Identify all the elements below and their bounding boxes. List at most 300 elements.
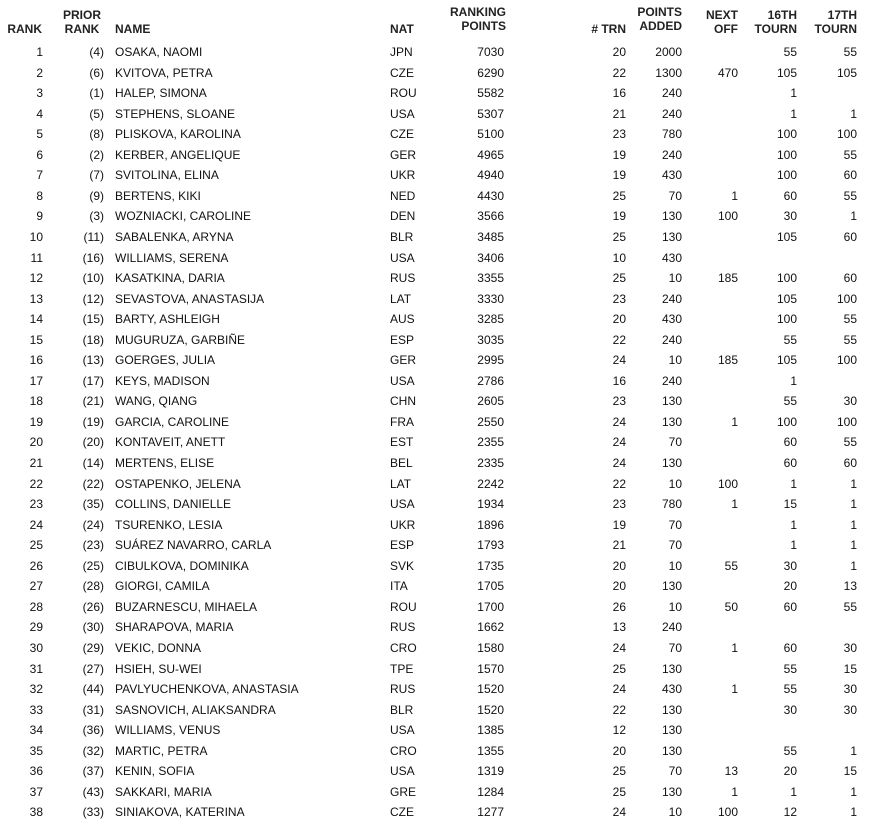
tourn17-cell: 55 — [843, 45, 857, 59]
tourn17-cell: 30 — [843, 394, 857, 409]
prior-rank-cell: (4) — [89, 45, 104, 59]
nationality-cell: GER — [390, 353, 417, 368]
rank-cell: 15 — [29, 332, 43, 347]
points-added-cell: 10 — [668, 558, 682, 573]
table-row — [0, 720, 880, 741]
tournaments-cell: 23 — [612, 497, 626, 512]
ranking-points-cell: 5100 — [477, 127, 504, 142]
nationality-cell: DEN — [390, 209, 416, 224]
tournaments-cell: 22 — [612, 65, 626, 80]
ranking-points-cell: 3566 — [477, 209, 504, 224]
nationality-cell: USA — [390, 250, 415, 265]
tourn16-cell: 105 — [776, 229, 797, 244]
nationality-cell: CZE — [390, 127, 414, 142]
table-row — [0, 104, 880, 125]
table-row — [0, 83, 880, 104]
table-row — [0, 63, 880, 84]
nationality-cell: FRA — [390, 414, 414, 429]
table-row — [0, 494, 880, 515]
tourn16-cell: 1 — [790, 106, 797, 121]
prior-rank-cell: (1) — [89, 86, 104, 101]
ranking-points-cell: 1700 — [477, 599, 504, 614]
player-name-cell: COLLINS, DANIELLE — [115, 497, 232, 512]
nationality-cell: USA — [390, 497, 415, 512]
points-added-cell: 130 — [661, 456, 682, 470]
points-added-cell: 10 — [668, 476, 682, 491]
tourn16-cell: 30 — [783, 702, 797, 717]
player-name-cell: SUÁREZ NAVARRO, CARLA — [115, 538, 272, 553]
points-added-cell: 10 — [668, 271, 682, 286]
tourn16-cell: 100 — [776, 312, 797, 327]
prior-rank-cell: (12) — [82, 291, 104, 306]
player-name-cell: VEKIC, DONNA — [115, 640, 202, 655]
table-row — [0, 309, 880, 330]
table-row — [0, 679, 880, 700]
table-row — [0, 556, 880, 577]
ranking-points-cell: 1385 — [477, 723, 504, 738]
player-name-cell: SABALENKA, ARYNA — [115, 229, 234, 244]
tourn17-cell: 1 — [850, 538, 857, 553]
player-name-cell: OSAKA, NAOMI — [115, 45, 203, 59]
nationality-cell: RUS — [390, 271, 416, 286]
prior-rank-cell: (26) — [82, 599, 104, 614]
tourn17-cell: 30 — [843, 702, 857, 717]
header-16th-tourn-line2: TOURN — [754, 22, 797, 36]
table-row — [0, 186, 880, 207]
ranking-points-cell: 1570 — [477, 661, 504, 676]
tournaments-cell: 23 — [612, 394, 626, 409]
table-row — [0, 124, 880, 145]
nationality-cell: AUS — [390, 312, 415, 327]
prior-rank-cell: (25) — [82, 558, 104, 573]
prior-rank-cell: (29) — [82, 640, 104, 655]
ranking-points-cell: 2786 — [477, 373, 504, 388]
player-name-cell: MERTENS, ELISE — [115, 456, 215, 470]
table-row — [0, 391, 880, 412]
prior-rank-cell: (6) — [89, 65, 104, 80]
ranking-points-cell: 2605 — [477, 394, 504, 409]
player-name-cell: GIORGI, CAMILA — [115, 579, 210, 594]
table-row — [0, 782, 880, 803]
tournaments-cell: 24 — [612, 353, 626, 368]
header-ranking-points-line2: POINTS — [461, 19, 506, 33]
table-row — [0, 638, 880, 659]
tournaments-cell: 24 — [612, 682, 626, 697]
header-17th-tourn-line1: 17TH — [827, 8, 857, 22]
ranking-points-cell: 4940 — [477, 168, 504, 183]
ranking-points-cell: 2355 — [477, 435, 504, 450]
tourn16-cell: 55 — [783, 661, 797, 676]
tourn17-cell: 60 — [843, 229, 857, 244]
tourn16-cell: 55 — [783, 332, 797, 347]
rank-cell: 10 — [29, 229, 43, 244]
tournaments-cell: 22 — [612, 476, 626, 491]
player-name-cell: SHARAPOVA, MARIA — [115, 620, 234, 635]
header-name — [115, 22, 150, 36]
next-off-cell: 50 — [724, 599, 738, 614]
table-row — [0, 432, 880, 453]
tournaments-cell: 19 — [612, 517, 626, 532]
header-trn — [580, 22, 626, 36]
rank-cell: 29 — [29, 620, 43, 635]
rank-cell: 23 — [29, 497, 43, 512]
prior-rank-cell: (17) — [82, 373, 104, 388]
tourn17-cell: 60 — [843, 456, 857, 470]
header-rank — [4, 22, 42, 36]
rank-cell: 31 — [29, 661, 43, 676]
tourn17-cell: 100 — [836, 127, 857, 142]
tourn17-cell: 1 — [850, 558, 857, 573]
rank-cell: 1 — [36, 45, 43, 59]
table-row — [0, 330, 880, 351]
header-next-off-line2: OFF — [714, 22, 738, 36]
tournaments-cell: 12 — [612, 723, 626, 738]
prior-rank-cell: (44) — [82, 682, 104, 697]
nationality-cell: TPE — [390, 661, 414, 676]
table-row — [0, 371, 880, 392]
tournaments-cell: 16 — [612, 86, 626, 101]
tourn17-cell: 55 — [843, 435, 857, 450]
table-row — [0, 761, 880, 782]
table-row — [0, 802, 880, 823]
tourn17-cell: 30 — [843, 640, 857, 655]
table-row — [0, 227, 880, 248]
prior-rank-cell: (5) — [89, 106, 104, 121]
table-row — [0, 42, 880, 63]
tourn16-cell: 60 — [783, 640, 797, 655]
next-off-cell: 1 — [731, 414, 738, 429]
tournaments-cell: 25 — [612, 229, 626, 244]
prior-rank-cell: (24) — [82, 517, 104, 532]
tourn17-cell: 1 — [850, 209, 857, 224]
player-name-cell: SAKKARI, MARIA — [115, 784, 212, 799]
ranking-points-cell: 3285 — [477, 312, 504, 327]
rank-cell: 11 — [30, 250, 43, 265]
tournaments-cell: 20 — [612, 558, 626, 573]
header-ranking-points — [440, 5, 506, 33]
tournaments-cell: 19 — [612, 168, 626, 183]
player-name-cell: BUZARNESCU, MIHAELA — [115, 599, 258, 614]
player-name-cell: TSURENKO, LESIA — [115, 517, 223, 532]
rank-cell: 9 — [36, 209, 43, 224]
tournaments-cell: 24 — [612, 805, 626, 820]
rank-cell: 2 — [36, 65, 43, 80]
player-name-cell: HSIEH, SU-WEI — [115, 661, 202, 676]
table-row — [0, 576, 880, 597]
player-name-cell: WILLIAMS, VENUS — [115, 723, 221, 738]
tournaments-cell: 20 — [612, 579, 626, 594]
header-points-added — [628, 5, 682, 33]
table-row — [0, 289, 880, 310]
next-off-cell: 100 — [717, 805, 738, 820]
player-name-cell: GOERGES, JULIA — [115, 353, 216, 368]
rank-cell: 16 — [29, 353, 43, 368]
tourn16-cell: 30 — [783, 209, 797, 224]
points-added-cell: 240 — [661, 291, 682, 306]
header-trn-label: # TRN — [591, 22, 626, 36]
tourn17-cell: 55 — [843, 599, 857, 614]
points-added-cell: 240 — [661, 147, 682, 162]
tourn17-cell: 60 — [843, 168, 857, 183]
prior-rank-cell: (37) — [82, 764, 104, 779]
player-name-cell: KONTAVEIT, ANETT — [115, 435, 226, 450]
player-name-cell: CIBULKOVA, DOMINIKA — [115, 558, 249, 573]
tourn16-cell: 1 — [790, 373, 797, 388]
tourn16-cell: 100 — [776, 127, 797, 142]
rank-cell: 21 — [29, 456, 43, 470]
table-row — [0, 268, 880, 289]
next-off-cell: 55 — [724, 558, 738, 573]
points-added-cell: 430 — [661, 312, 682, 327]
rank-cell: 30 — [29, 640, 43, 655]
prior-rank-cell: (31) — [82, 702, 104, 717]
points-added-cell: 430 — [661, 682, 682, 697]
ranking-points-cell: 3355 — [477, 271, 504, 286]
ranking-points-cell: 2550 — [477, 414, 504, 429]
table-row — [0, 206, 880, 227]
table-row — [0, 248, 880, 269]
tournaments-cell: 13 — [612, 620, 626, 635]
table-row — [0, 535, 880, 556]
nationality-cell: RUS — [390, 682, 416, 697]
tourn16-cell: 105 — [776, 291, 797, 306]
tourn16-cell: 100 — [776, 414, 797, 429]
rank-cell: 19 — [29, 414, 43, 429]
rank-cell: 7 — [36, 168, 43, 183]
prior-rank-cell: (22) — [82, 476, 104, 491]
tourn17-cell: 100 — [836, 353, 857, 368]
prior-rank-cell: (32) — [82, 743, 104, 758]
rank-cell: 3 — [36, 86, 43, 101]
rank-cell: 32 — [29, 682, 43, 697]
next-off-cell: 100 — [717, 476, 738, 491]
tourn16-cell: 60 — [783, 456, 797, 470]
table-row — [0, 741, 880, 762]
points-added-cell: 10 — [668, 353, 682, 368]
rank-cell: 18 — [29, 394, 43, 409]
rank-cell: 27 — [29, 579, 43, 594]
tourn16-cell: 60 — [783, 188, 797, 203]
table-row — [0, 515, 880, 536]
tourn16-cell: 55 — [783, 45, 797, 59]
tourn17-cell: 1 — [850, 784, 857, 799]
ranking-points-cell: 1277 — [477, 805, 504, 820]
tourn16-cell: 100 — [776, 147, 797, 162]
nationality-cell: EST — [390, 435, 414, 450]
ranking-points-cell: 7030 — [477, 45, 504, 59]
points-added-cell: 70 — [668, 640, 682, 655]
tourn17-cell: 1 — [850, 106, 857, 121]
tournaments-cell: 22 — [612, 332, 626, 347]
nationality-cell: LAT — [390, 476, 412, 491]
tourn16-cell: 12 — [783, 805, 797, 820]
tourn16-cell: 55 — [783, 743, 797, 758]
table-row — [0, 659, 880, 680]
rank-cell: 34 — [29, 723, 43, 738]
prior-rank-cell: (7) — [89, 168, 104, 183]
ranking-points-cell: 1284 — [477, 784, 504, 799]
player-name-cell: SINIAKOVA, KATERINA — [115, 805, 245, 820]
player-name-cell: WANG, QIANG — [115, 394, 198, 409]
header-17th-tourn-line2: TOURN — [814, 22, 857, 36]
prior-rank-cell: (3) — [89, 209, 104, 224]
points-added-cell: 70 — [668, 538, 682, 553]
table-row — [0, 453, 880, 474]
tourn17-cell: 1 — [850, 743, 857, 758]
nationality-cell: CZE — [390, 65, 414, 80]
nationality-cell: GRE — [390, 784, 417, 799]
next-off-cell: 13 — [724, 764, 738, 779]
tournaments-cell: 22 — [612, 702, 626, 717]
header-nat-label: NAT — [390, 22, 414, 36]
header-next-off-line1: NEXT — [705, 8, 738, 22]
tournaments-cell: 25 — [612, 661, 626, 676]
ranking-points-cell: 1662 — [477, 620, 504, 635]
rank-cell: 22 — [29, 476, 43, 491]
rank-cell: 33 — [29, 702, 43, 717]
rank-cell: 6 — [36, 147, 43, 162]
tournaments-cell: 20 — [612, 45, 626, 59]
player-name-cell: KVITOVA, PETRA — [115, 65, 213, 80]
player-name-cell: KENIN, SOFIA — [115, 764, 195, 779]
ranking-points-cell: 1705 — [477, 579, 504, 594]
table-row — [0, 474, 880, 495]
ranking-points-cell: 1896 — [477, 517, 504, 532]
tourn17-cell: 105 — [836, 65, 857, 80]
points-added-cell: 240 — [661, 86, 682, 101]
next-off-cell: 100 — [717, 209, 738, 224]
tourn16-cell: 105 — [776, 353, 797, 368]
rank-cell: 38 — [29, 805, 43, 820]
player-name-cell: KEYS, MADISON — [115, 373, 210, 388]
tourn17-cell: 30 — [843, 682, 857, 697]
prior-rank-cell: (28) — [82, 579, 104, 594]
player-name-cell: KASATKINA, DARIA — [115, 271, 225, 286]
tourn17-cell: 1 — [850, 805, 857, 820]
points-added-cell: 70 — [668, 435, 682, 450]
rank-cell: 25 — [29, 538, 43, 553]
ranking-points-cell: 1735 — [477, 558, 504, 573]
next-off-cell: 1 — [731, 188, 738, 203]
tourn16-cell: 60 — [783, 435, 797, 450]
ranking-points-cell: 1580 — [477, 640, 504, 655]
tournaments-cell: 20 — [612, 743, 626, 758]
tournaments-cell: 19 — [612, 209, 626, 224]
prior-rank-cell: (10) — [82, 271, 104, 286]
player-name-cell: MARTIC, PETRA — [115, 743, 208, 758]
tournaments-cell: 21 — [612, 538, 626, 553]
nationality-cell: CRO — [390, 640, 417, 655]
nationality-cell: BLR — [390, 229, 414, 244]
points-added-cell: 780 — [661, 127, 682, 142]
nationality-cell: GER — [390, 147, 417, 162]
header-ranking-points-line1: RANKING — [450, 5, 506, 19]
prior-rank-cell: (27) — [82, 661, 104, 676]
prior-rank-cell: (18) — [82, 332, 104, 347]
points-added-cell: 130 — [661, 784, 682, 799]
tourn17-cell: 55 — [843, 332, 857, 347]
prior-rank-cell: (9) — [89, 188, 104, 203]
rank-cell: 24 — [29, 517, 43, 532]
player-name-cell: MUGURUZA, GARBIÑE — [115, 332, 246, 347]
prior-rank-cell: (15) — [82, 312, 104, 327]
points-added-cell: 240 — [661, 106, 682, 121]
nationality-cell: RUS — [390, 620, 416, 635]
points-added-cell: 240 — [661, 332, 682, 347]
player-name-cell: OSTAPENKO, JELENA — [115, 476, 241, 491]
tourn16-cell: 30 — [783, 558, 797, 573]
points-added-cell: 240 — [661, 373, 682, 388]
points-added-cell: 130 — [661, 414, 682, 429]
prior-rank-cell: (13) — [82, 353, 104, 368]
nationality-cell: CRO — [390, 743, 417, 758]
points-added-cell: 70 — [668, 188, 682, 203]
points-added-cell: 70 — [668, 764, 682, 779]
prior-rank-cell: (8) — [89, 127, 104, 142]
prior-rank-cell: (20) — [82, 435, 104, 450]
tourn16-cell: 100 — [776, 271, 797, 286]
rank-cell: 17 — [29, 373, 43, 388]
nationality-cell: CZE — [390, 805, 414, 820]
prior-rank-cell: (43) — [82, 784, 104, 799]
nationality-cell: BLR — [390, 702, 414, 717]
player-name-cell: GARCIA, CAROLINE — [115, 414, 230, 429]
header-points-added-line1: POINTS — [637, 5, 682, 19]
tournaments-cell: 20 — [612, 312, 626, 327]
tournaments-cell: 25 — [612, 784, 626, 799]
header-17th-tourn — [810, 8, 857, 36]
player-name-cell: PAVLYUCHENKOVA, ANASTASIA — [115, 682, 299, 697]
tourn16-cell: 55 — [783, 682, 797, 697]
rank-cell: 26 — [29, 558, 43, 573]
nationality-cell: UKR — [390, 517, 416, 532]
player-name-cell: PLISKOVA, KAROLINA — [115, 127, 241, 142]
header-name-label: NAME — [115, 22, 151, 36]
rank-cell: 37 — [29, 784, 43, 799]
tourn17-cell: 1 — [850, 476, 857, 491]
table-row — [0, 700, 880, 721]
tourn16-cell: 20 — [783, 579, 797, 594]
points-added-cell: 130 — [661, 579, 682, 594]
tourn17-cell: 1 — [850, 517, 857, 532]
table-row — [0, 350, 880, 371]
player-name-cell: SVITOLINA, ELINA — [115, 168, 219, 183]
player-name-cell: BARTY, ASHLEIGH — [115, 312, 220, 327]
points-added-cell: 130 — [661, 702, 682, 717]
tournaments-cell: 26 — [612, 599, 626, 614]
player-name-cell: WOZNIACKI, CAROLINE — [115, 209, 252, 224]
table-row — [0, 145, 880, 166]
prior-rank-cell: (36) — [82, 723, 104, 738]
next-off-cell: 185 — [717, 271, 738, 286]
ranking-points-cell: 6290 — [477, 65, 504, 80]
nationality-cell: USA — [390, 106, 415, 121]
nationality-cell: JPN — [390, 45, 413, 59]
nationality-cell: ROU — [390, 599, 417, 614]
ranking-points-cell: 2335 — [477, 456, 504, 470]
tourn17-cell: 100 — [836, 414, 857, 429]
tournaments-cell: 19 — [612, 147, 626, 162]
next-off-cell: 1 — [731, 497, 738, 512]
points-added-cell: 130 — [661, 394, 682, 409]
tourn17-cell: 55 — [843, 312, 857, 327]
ranking-points-cell: 1934 — [477, 497, 504, 512]
tourn17-cell: 15 — [843, 764, 857, 779]
rank-cell: 14 — [29, 312, 43, 327]
nationality-cell: ITA — [390, 579, 408, 594]
ranking-points-cell: 2242 — [477, 476, 504, 491]
rank-cell: 28 — [29, 599, 43, 614]
